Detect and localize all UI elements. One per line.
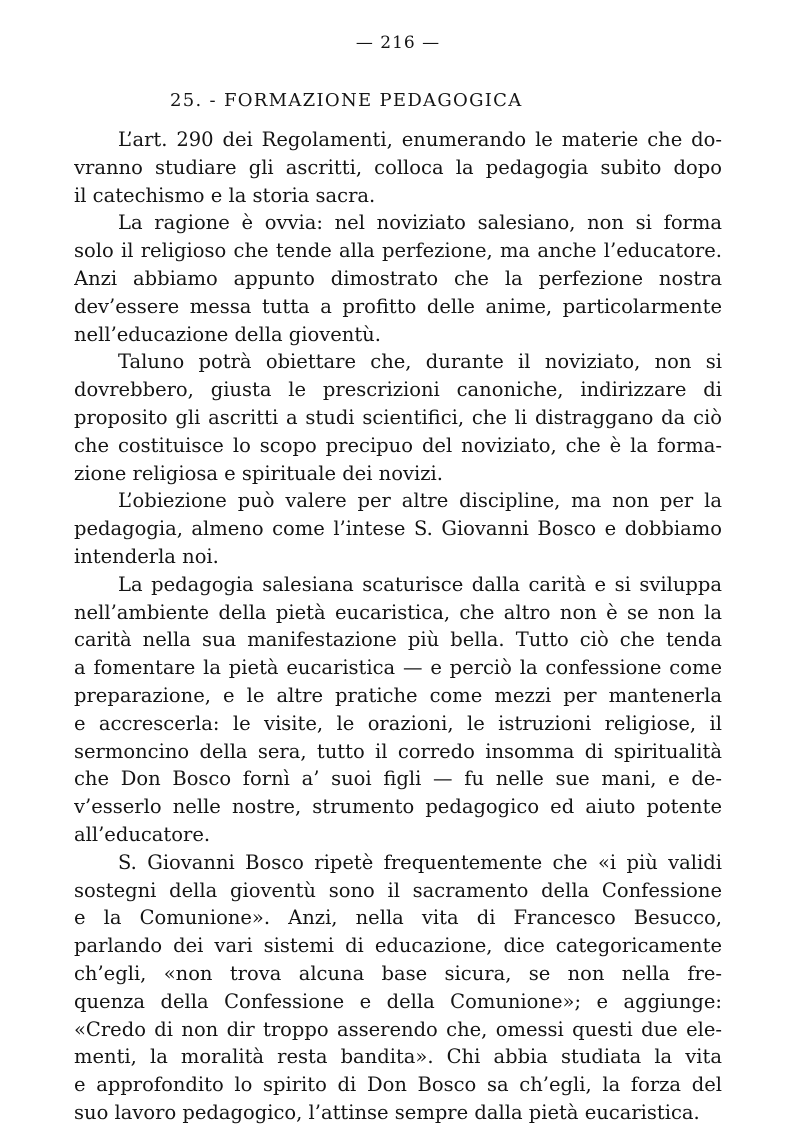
text-line: che costituisce lo scopo precipuo del noviziato, che è la forma-: [74, 433, 722, 457]
text-line: il catechismo e la storia sacra.: [74, 183, 376, 207]
text-line: ch’egli, «non trova alcuna base sicura, se non nella fre-: [74, 961, 722, 985]
text-line: pedagogia, almeno come l’intese S. Giovanni Bosco e dobbiamo: [74, 517, 722, 541]
text-line: v’esserlo nelle nostre, strumento pedagogico ed aiuto potente: [74, 795, 722, 819]
section-heading: 25. - FORMAZIONE PEDAGOGICA: [170, 90, 523, 111]
text-line: L’art. 290 dei Regolamenti, enumerando le materie che do-: [118, 128, 722, 151]
paragraph: [74, 126, 722, 209]
text-line: proposito gli ascritti a studi scientifici, che li distraggano da ciò: [74, 405, 722, 429]
text-line: parlando dei vari sistemi di educazione, dice categoricamente: [74, 934, 722, 958]
text-line: preparazione, e le altre pratiche come mezzi per mantenerla: [74, 683, 722, 707]
text-line: Anzi abbiamo appunto dimostrato che la perfezione nostra: [74, 266, 722, 290]
text-line: sermoncino della sera, tutto il corredo insomma di spiritualità: [74, 739, 722, 763]
text-line: dovrebbero, giusta le prescrizioni canoniche, indirizzare di: [74, 378, 722, 402]
text-line: che Don Bosco fornì a’ suoi figli — fu nelle sue mani, e de-: [74, 767, 722, 791]
text-line: intenderla noi.: [74, 544, 219, 568]
text-line: Taluno potrà obiettare che, durante il noviziato, non si: [118, 350, 722, 374]
text-line: zione religiosa e spirituale dei novizi.: [74, 461, 443, 485]
text-line: L’obiezione può valere per altre discipline, ma non per la: [118, 489, 722, 513]
text-line: dev’essere messa tutta a profitto delle anime, particolarmente: [74, 294, 722, 318]
text-line: e approfondito lo spirito di Don Bosco sa ch’egli, la forza del: [74, 1073, 722, 1097]
text-line: all’educatore.: [74, 822, 211, 846]
text-line: S. Giovanni Bosco ripetè frequentemente che «i più validi: [118, 850, 722, 874]
paragraph: [74, 571, 722, 849]
text-line: vranno studiare gli ascritti, colloca la pedagogia subito dopo: [74, 155, 722, 179]
text-line: a fomentare la pietà eucaristica — e perciò la confessione come: [74, 656, 722, 680]
text-line: menti, la moralità resta bandita». Chi abbia studiata la vita: [74, 1045, 722, 1069]
text-line: «Credo di non dir troppo asserendo che, omessi questi due ele-: [74, 1017, 722, 1041]
text-line: solo il religioso che tende alla perfezione, ma anche l’educatore.: [74, 239, 722, 263]
paragraph: [74, 487, 722, 570]
text-line: e accrescerla: le visite, le orazioni, le istruzioni religiose, il: [74, 711, 722, 735]
text-line: e la Comunione». Anzi, nella vita di Francesco Besucco,: [74, 906, 722, 930]
paragraph: [74, 348, 722, 487]
text-line: nell’educazione della gioventù.: [74, 322, 381, 346]
text-line: nell’ambiente della pietà eucaristica, che altro non è se non la: [74, 600, 722, 624]
body-text: [74, 126, 722, 1127]
text-line: La pedagogia salesiana scaturisce dalla carità e si sviluppa: [118, 572, 722, 596]
page-number: — 216 —: [355, 33, 441, 53]
text-line: La ragione è ovvia: nel noviziato salesiano, non si forma: [118, 211, 722, 235]
text-line: quenza della Confessione e della Comunione»; e aggiunge:: [74, 989, 722, 1013]
book-page: [74, 0, 722, 1123]
text-line: sostegni della gioventù sono il sacramento della Confessione: [74, 878, 722, 902]
paragraph: [74, 849, 722, 1127]
paragraph: [74, 209, 722, 348]
text-line: suo lavoro pedagogico, l’attinse sempre dalla pietà eucaristica.: [74, 1100, 700, 1124]
text-line: carità nella sua manifestazione più bella. Tutto ciò che tenda: [74, 628, 722, 652]
